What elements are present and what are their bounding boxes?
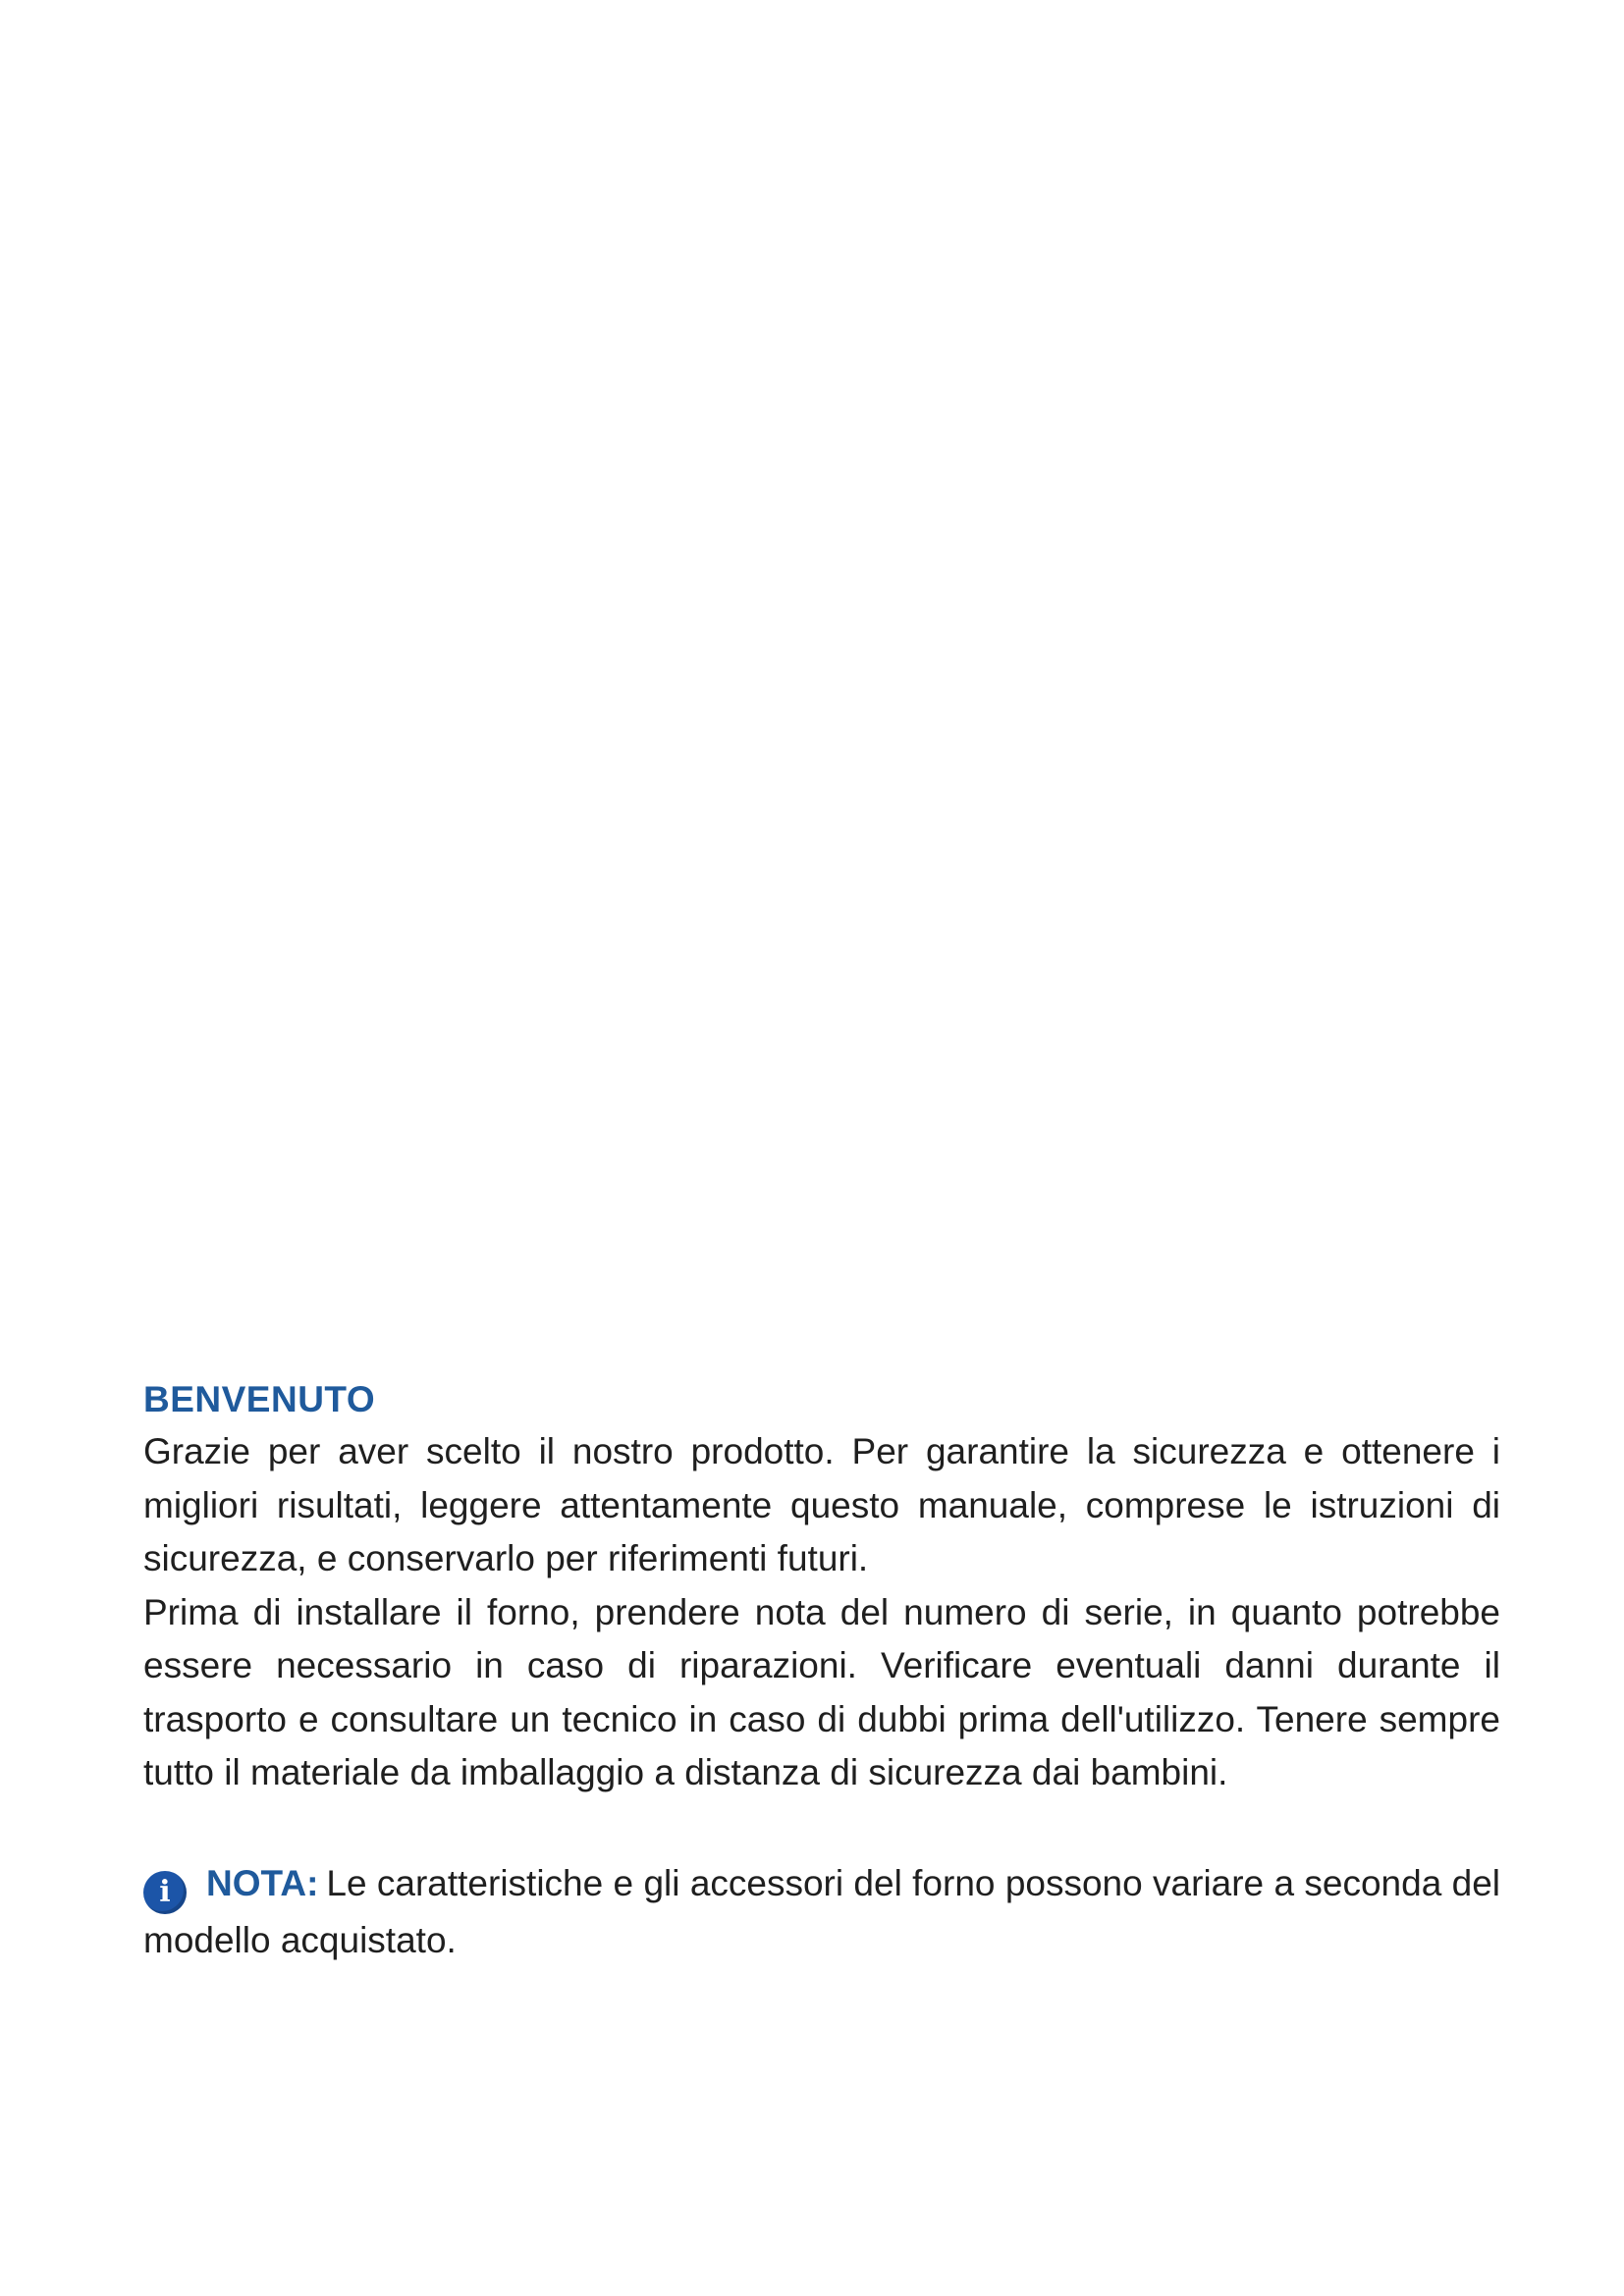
intro-paragraph: Grazie per aver scelto il nostro prodotto. Per garantire la sicurezza e ottenere i migliori risultati, leggere attentamente questo manuale, comprese le istruzioni di sicurezza, e conservarlo per riferimenti futuri. xyxy=(143,1431,1500,1578)
welcome-section xyxy=(143,1374,1500,1967)
section-title: BENVENUTO xyxy=(143,1379,376,1419)
note-block xyxy=(143,1857,1500,1968)
info-icon: i xyxy=(143,1871,187,1914)
install-paragraph: Prima di installare il forno, prendere nota del numero di serie, in quanto potrebbe essere necessario in caso di riparazioni. Verificare eventuali danni durante il trasporto e consultare un tecnico in caso di dubbi prima dell'utilizzo. Tenere sempre tutto il materiale da imballaggio a distanza di sicurezza dai bambini. xyxy=(143,1591,1500,1792)
note-label: NOTA: xyxy=(206,1862,319,1903)
note-text: Le caratteristiche e gli accessori del forno possono variare a seconda del modello acquistato. xyxy=(143,1862,1500,1960)
